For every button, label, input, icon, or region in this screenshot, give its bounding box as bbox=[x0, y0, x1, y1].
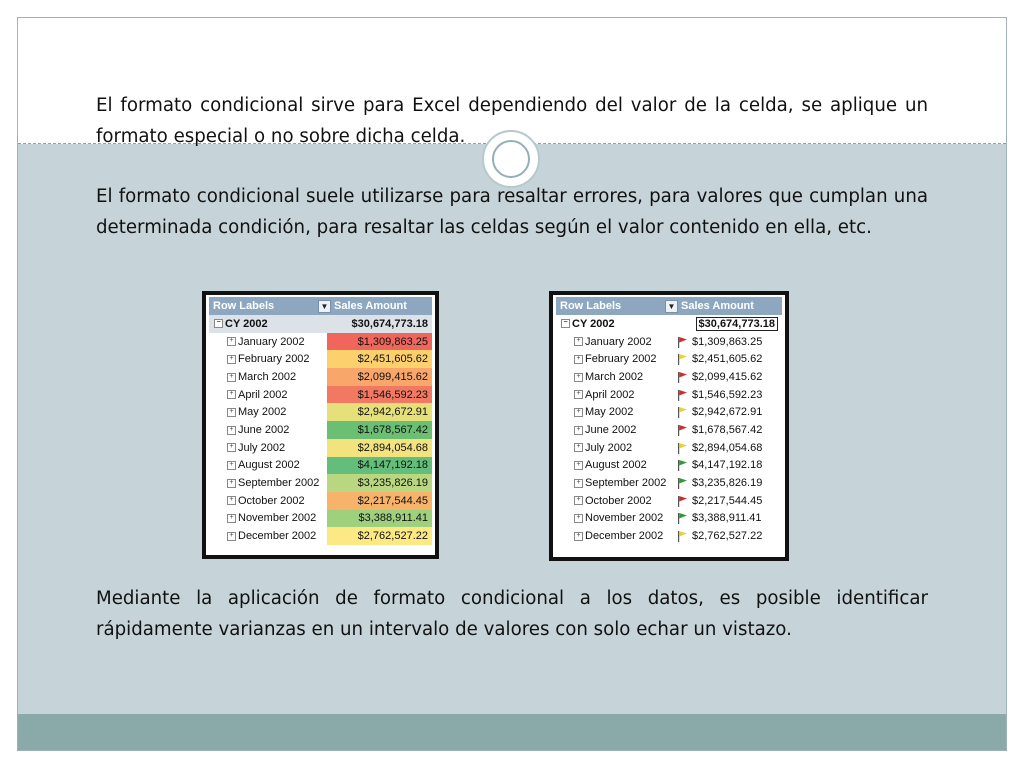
slide bbox=[17, 17, 1007, 751]
row-label-cell bbox=[556, 336, 674, 348]
sales-value-cell bbox=[674, 368, 782, 386]
sales-value: $1,546,592.23 bbox=[692, 388, 763, 401]
pivot-row bbox=[556, 492, 782, 510]
row-label: June 2002 bbox=[585, 423, 637, 436]
row-label-cell bbox=[209, 477, 327, 489]
total-value-cell bbox=[674, 315, 782, 333]
sales-value-cell bbox=[674, 492, 782, 510]
sales-value: $2,099,415.62 bbox=[692, 370, 763, 383]
pivot-row bbox=[209, 527, 432, 545]
sales-value: $1,309,863.25 bbox=[357, 335, 428, 348]
total-value: $30,674,773.18 bbox=[351, 317, 428, 330]
pivot-header bbox=[209, 297, 432, 315]
sales-value-cell bbox=[674, 510, 782, 528]
expand-icon[interactable]: + bbox=[574, 390, 583, 399]
row-labels-header-label: Row Labels bbox=[560, 300, 622, 312]
sales-value-cell bbox=[674, 421, 782, 439]
sales-value: $1,546,592.23 bbox=[357, 388, 428, 401]
red-flag-icon bbox=[676, 495, 688, 507]
sales-amount-header: Sales Amount bbox=[334, 300, 407, 312]
pivot-row bbox=[209, 474, 432, 492]
red-flag-icon bbox=[676, 424, 688, 436]
row-label: March 2002 bbox=[585, 370, 644, 383]
sales-amount-header: Sales Amount bbox=[681, 300, 754, 312]
pivot-row bbox=[556, 527, 782, 545]
row-label: May 2002 bbox=[238, 406, 287, 419]
sales-value-cell bbox=[674, 474, 782, 492]
filter-dropdown-icon[interactable]: ▼ bbox=[318, 300, 331, 313]
yellow-flag-icon bbox=[676, 353, 688, 365]
row-label: March 2002 bbox=[238, 370, 297, 383]
row-label-cell bbox=[556, 530, 674, 542]
sales-value: $2,762,527.22 bbox=[357, 530, 428, 543]
row-label-cell bbox=[209, 495, 327, 507]
expand-icon[interactable]: + bbox=[227, 443, 236, 452]
row-label-cell bbox=[556, 442, 674, 454]
pivot-row bbox=[556, 457, 782, 475]
pivot-row bbox=[556, 510, 782, 528]
pivot-row bbox=[209, 421, 432, 439]
sales-value: $2,762,527.22 bbox=[692, 530, 763, 543]
row-label-cell bbox=[209, 353, 327, 365]
expand-icon[interactable]: + bbox=[227, 532, 236, 541]
expand-icon[interactable]: + bbox=[574, 408, 583, 417]
sales-value: $1,309,863.25 bbox=[692, 335, 763, 348]
row-labels-header bbox=[209, 300, 331, 312]
row-label-cell bbox=[209, 424, 327, 436]
sales-value-cell bbox=[674, 350, 782, 368]
sales-value-cell bbox=[327, 457, 432, 475]
row-label-cell bbox=[556, 371, 674, 383]
green-flag-icon bbox=[676, 477, 688, 489]
pivot-row bbox=[556, 421, 782, 439]
pivot-table-flag-icons bbox=[549, 291, 789, 561]
sales-value-cell bbox=[674, 333, 782, 351]
row-label: February 2002 bbox=[238, 353, 310, 366]
pivot-total-row bbox=[209, 315, 432, 333]
row-label-cell bbox=[209, 336, 327, 348]
sales-value: $2,894,054.68 bbox=[357, 441, 428, 454]
row-label: August 2002 bbox=[585, 459, 647, 472]
sales-value: $3,235,826.19 bbox=[692, 477, 763, 490]
row-labels-header bbox=[556, 300, 678, 312]
sales-value-cell bbox=[327, 527, 432, 545]
expand-icon[interactable]: + bbox=[574, 426, 583, 435]
sales-value-cell bbox=[674, 403, 782, 421]
collapse-icon[interactable]: − bbox=[214, 319, 223, 328]
red-flag-icon bbox=[676, 371, 688, 383]
expand-icon[interactable]: + bbox=[227, 461, 236, 470]
pivot-row bbox=[209, 457, 432, 475]
pivot-row bbox=[209, 439, 432, 457]
sales-value-cell bbox=[327, 350, 432, 368]
expand-icon[interactable]: + bbox=[227, 479, 236, 488]
slide-bottom-band bbox=[18, 714, 1006, 750]
row-label-cell bbox=[556, 406, 674, 418]
pivot-row bbox=[556, 439, 782, 457]
row-label: April 2002 bbox=[238, 388, 288, 401]
row-label-cell bbox=[556, 512, 674, 524]
sales-value-cell bbox=[674, 386, 782, 404]
sales-value: $4,147,192.18 bbox=[692, 459, 763, 472]
sales-value-cell bbox=[327, 403, 432, 421]
row-label-cell bbox=[209, 459, 327, 471]
row-label: April 2002 bbox=[585, 388, 635, 401]
paragraph-usage: El formato condicional suele utilizarse para resaltar errores, para valores que cumplan una determinada condición, para resaltar las celdas según el valor contenido en ella, etc. bbox=[96, 186, 928, 238]
expand-icon[interactable]: + bbox=[574, 479, 583, 488]
sales-value-cell bbox=[327, 439, 432, 457]
expand-icon[interactable]: + bbox=[574, 496, 583, 505]
pivot-row bbox=[556, 474, 782, 492]
expand-icon[interactable]: + bbox=[227, 390, 236, 399]
row-label: September 2002 bbox=[585, 477, 667, 490]
row-label-cell bbox=[556, 353, 674, 365]
row-label-cell bbox=[556, 495, 674, 507]
expand-icon[interactable]: + bbox=[574, 461, 583, 470]
green-flag-icon bbox=[676, 459, 688, 471]
sales-value: $3,388,911.41 bbox=[692, 512, 762, 525]
row-label: November 2002 bbox=[238, 512, 317, 525]
sales-value: $2,942,672.91 bbox=[692, 406, 763, 419]
pivot-row bbox=[209, 333, 432, 351]
total-label: CY 2002 bbox=[225, 317, 268, 330]
paragraph-conclusion: Mediante la aplicación de formato condicional a los datos, es posible identificar rápidamente varianzas en un intervalo de valores con solo echar un vistazo. bbox=[96, 588, 928, 640]
row-label: January 2002 bbox=[238, 335, 305, 348]
sales-value-cell bbox=[674, 457, 782, 475]
row-label-cell bbox=[209, 530, 327, 542]
expand-icon[interactable]: + bbox=[574, 355, 583, 364]
collapse-icon[interactable]: − bbox=[561, 319, 570, 328]
yellow-flag-icon bbox=[676, 530, 688, 542]
green-flag-icon bbox=[676, 512, 688, 524]
pivot-row bbox=[556, 403, 782, 421]
sales-value: $3,235,826.19 bbox=[357, 477, 428, 490]
expand-icon[interactable]: + bbox=[227, 496, 236, 505]
row-label: December 2002 bbox=[238, 530, 317, 543]
sales-value-cell bbox=[327, 368, 432, 386]
expand-icon[interactable]: + bbox=[574, 373, 583, 382]
expand-icon[interactable]: + bbox=[227, 514, 236, 523]
row-label: August 2002 bbox=[238, 459, 300, 472]
row-labels-header-label: Row Labels bbox=[213, 300, 275, 312]
pivot-row bbox=[556, 368, 782, 386]
sales-value-cell bbox=[327, 492, 432, 510]
total-value-cell bbox=[327, 315, 432, 333]
red-flag-icon bbox=[676, 336, 688, 348]
sales-value-cell bbox=[327, 510, 432, 528]
row-label: May 2002 bbox=[585, 406, 634, 419]
yellow-flag-icon bbox=[676, 406, 688, 418]
row-label-cell bbox=[209, 406, 327, 418]
expand-icon[interactable]: + bbox=[574, 337, 583, 346]
pivot-row bbox=[556, 350, 782, 368]
expand-icon[interactable]: + bbox=[227, 355, 236, 364]
row-label: September 2002 bbox=[238, 477, 320, 490]
sales-value-cell bbox=[327, 474, 432, 492]
sales-value-cell bbox=[674, 439, 782, 457]
expand-icon[interactable]: + bbox=[227, 426, 236, 435]
pivot-row bbox=[209, 403, 432, 421]
red-flag-icon bbox=[676, 389, 688, 401]
filter-dropdown-icon[interactable]: ▼ bbox=[665, 300, 678, 313]
sales-value: $2,451,605.62 bbox=[692, 353, 763, 366]
pivot-row bbox=[209, 368, 432, 386]
total-label-cell bbox=[209, 318, 327, 330]
row-label-cell bbox=[209, 371, 327, 383]
sales-value: $1,678,567.42 bbox=[692, 423, 763, 436]
pivot-row bbox=[209, 350, 432, 368]
sales-value: $1,678,567.42 bbox=[357, 423, 428, 436]
sales-value: $2,894,054.68 bbox=[692, 441, 763, 454]
expand-icon[interactable]: + bbox=[574, 532, 583, 541]
pivot-rows bbox=[556, 333, 782, 545]
row-label: December 2002 bbox=[585, 530, 664, 543]
sales-value: $2,942,672.91 bbox=[357, 406, 428, 419]
pivot-table-color-scale bbox=[202, 291, 439, 559]
expand-icon[interactable]: + bbox=[227, 408, 236, 417]
pivot-header bbox=[556, 297, 782, 315]
total-label: CY 2002 bbox=[572, 317, 615, 330]
row-label: October 2002 bbox=[585, 494, 652, 507]
row-label-cell bbox=[556, 389, 674, 401]
row-label: June 2002 bbox=[238, 423, 290, 436]
expand-icon[interactable]: + bbox=[227, 337, 236, 346]
expand-icon[interactable]: + bbox=[574, 443, 583, 452]
sales-value: $2,099,415.62 bbox=[357, 370, 428, 383]
row-label-cell bbox=[209, 442, 327, 454]
pivot-row bbox=[209, 510, 432, 528]
sales-value: $2,217,544.45 bbox=[357, 494, 428, 507]
sales-value: $4,147,192.18 bbox=[357, 459, 428, 472]
row-label-cell bbox=[556, 424, 674, 436]
total-label-cell bbox=[556, 318, 674, 330]
row-label-cell bbox=[209, 389, 327, 401]
pivot-rows bbox=[209, 333, 432, 545]
pivot-total-row bbox=[556, 315, 782, 333]
sales-value: $2,217,544.45 bbox=[692, 494, 763, 507]
row-label-cell bbox=[556, 459, 674, 471]
row-label: October 2002 bbox=[238, 494, 305, 507]
row-label-cell bbox=[556, 477, 674, 489]
sales-value-cell bbox=[327, 421, 432, 439]
yellow-flag-icon bbox=[676, 442, 688, 454]
expand-icon[interactable]: + bbox=[574, 514, 583, 523]
row-label: July 2002 bbox=[238, 441, 286, 454]
sales-value-cell bbox=[674, 527, 782, 545]
pivot-row bbox=[556, 386, 782, 404]
total-value[interactable]: $30,674,773.18 bbox=[696, 317, 778, 331]
paragraph-definition: El formato condicional sirve para Excel dependiendo del valor de la celda, se aplique un formato especial o no sobre dicha celda. bbox=[96, 95, 928, 147]
sales-value: $2,451,605.62 bbox=[357, 353, 428, 366]
expand-icon[interactable]: + bbox=[227, 373, 236, 382]
pivot-row bbox=[209, 492, 432, 510]
pivot-row bbox=[556, 333, 782, 351]
sales-value-cell bbox=[327, 386, 432, 404]
pivot-row bbox=[209, 386, 432, 404]
sales-value-cell bbox=[327, 333, 432, 351]
row-label: November 2002 bbox=[585, 512, 664, 525]
row-label-cell bbox=[209, 512, 327, 524]
sales-value: $3,388,911.41 bbox=[358, 512, 428, 525]
row-label: February 2002 bbox=[585, 353, 657, 366]
row-label: July 2002 bbox=[585, 441, 633, 454]
row-label: January 2002 bbox=[585, 335, 652, 348]
